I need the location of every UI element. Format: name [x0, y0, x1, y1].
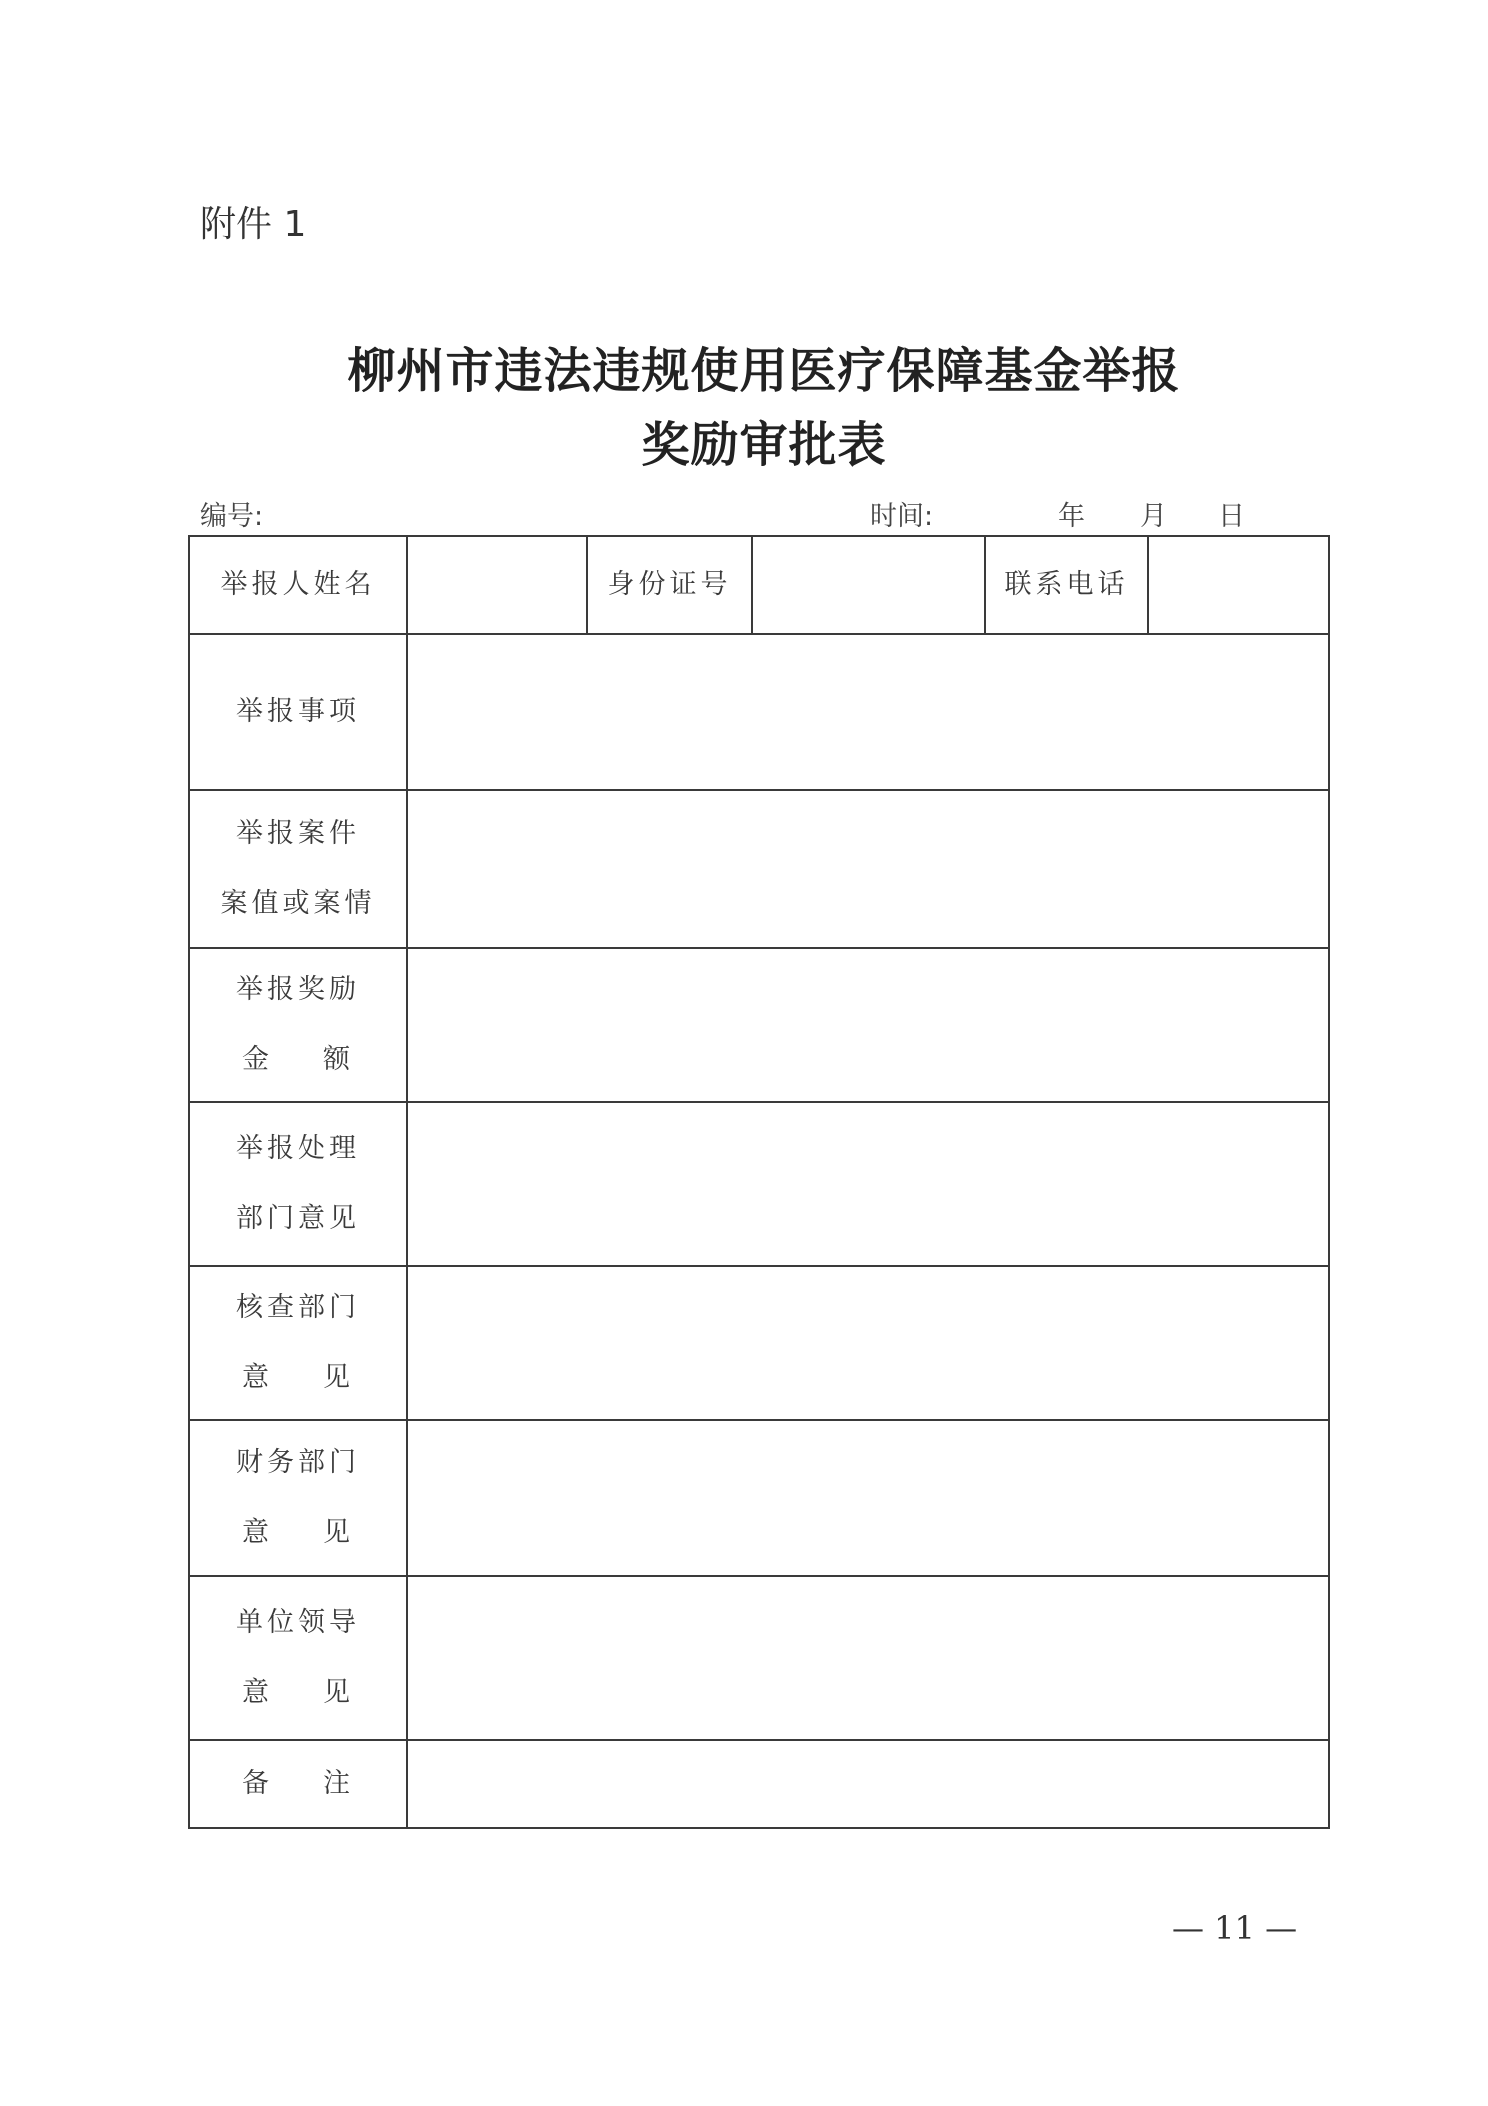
table-row	[189, 634, 1329, 790]
label-line: 财务部门	[236, 1447, 360, 1478]
table-row	[189, 1576, 1329, 1740]
label-line: 部门意见	[236, 1203, 360, 1234]
label-char: 意	[242, 1677, 273, 1708]
document-title-line2: 奖励审批表	[641, 417, 887, 473]
label-line	[242, 1749, 354, 1819]
id-number-field[interactable]	[752, 536, 985, 634]
handling-dept-opinion-field[interactable]	[407, 1102, 1329, 1266]
case-value-label	[189, 790, 407, 948]
label-line	[242, 1658, 354, 1728]
approval-form-table	[188, 535, 1330, 1829]
handling-dept-opinion-label	[189, 1102, 407, 1266]
remarks-label	[189, 1740, 407, 1828]
month-label: 月	[1140, 501, 1167, 532]
reporter-name-label: 举报人姓名	[189, 536, 407, 634]
page-number: — 11 —	[1172, 1909, 1298, 1947]
label-line: 核查部门	[236, 1292, 360, 1323]
table-row	[189, 536, 1329, 634]
label-char: 额	[323, 1044, 354, 1075]
report-matter-field[interactable]	[407, 634, 1329, 790]
label-char: 见	[323, 1677, 354, 1708]
label-char: 意	[242, 1362, 273, 1393]
phone-label: 联系电话	[985, 536, 1148, 634]
phone-field[interactable]	[1148, 536, 1329, 634]
unit-leader-opinion-field[interactable]	[407, 1576, 1329, 1740]
unit-leader-opinion-label	[189, 1576, 407, 1740]
label-line: 单位领导	[236, 1607, 360, 1638]
label-line	[242, 1498, 354, 1568]
time-label: 时间:	[870, 501, 934, 532]
day-label: 日	[1218, 501, 1245, 532]
case-value-field[interactable]	[407, 790, 1329, 948]
label-line: 举报奖励	[236, 974, 360, 1005]
label-line	[242, 1343, 354, 1413]
year-label: 年	[1058, 501, 1085, 532]
label-line: 举报事项	[236, 696, 360, 727]
document-title-line1: 柳州市违法违规使用医疗保障基金举报	[347, 343, 1181, 399]
label-char: 注	[323, 1768, 354, 1799]
report-matter-label	[189, 634, 407, 790]
label-char: 意	[242, 1517, 273, 1548]
label-line: 案值或案情	[220, 888, 376, 919]
finance-dept-opinion-field[interactable]	[407, 1420, 1329, 1576]
table-row	[189, 1266, 1329, 1420]
label-char: 金	[242, 1044, 273, 1075]
label-char: 见	[323, 1517, 354, 1548]
number-label: 编号:	[200, 501, 264, 532]
reporter-name-field[interactable]	[407, 536, 587, 634]
verification-dept-opinion-label	[189, 1266, 407, 1420]
reward-amount-label	[189, 948, 407, 1102]
table-row	[189, 948, 1329, 1102]
label-line: 举报处理	[236, 1133, 360, 1164]
reward-amount-field[interactable]	[407, 948, 1329, 1102]
table-row	[189, 1102, 1329, 1266]
table-row	[189, 1740, 1329, 1828]
attachment-label: 附件 1	[200, 204, 307, 245]
id-number-label: 身份证号	[587, 536, 752, 634]
label-char: 备	[242, 1768, 273, 1799]
table-row	[189, 1420, 1329, 1576]
label-char: 见	[323, 1362, 354, 1393]
label-line: 举报案件	[236, 818, 360, 849]
label-line	[242, 1025, 354, 1095]
table-row	[189, 790, 1329, 948]
finance-dept-opinion-label	[189, 1420, 407, 1576]
remarks-field[interactable]	[407, 1740, 1329, 1828]
verification-dept-opinion-field[interactable]	[407, 1266, 1329, 1420]
